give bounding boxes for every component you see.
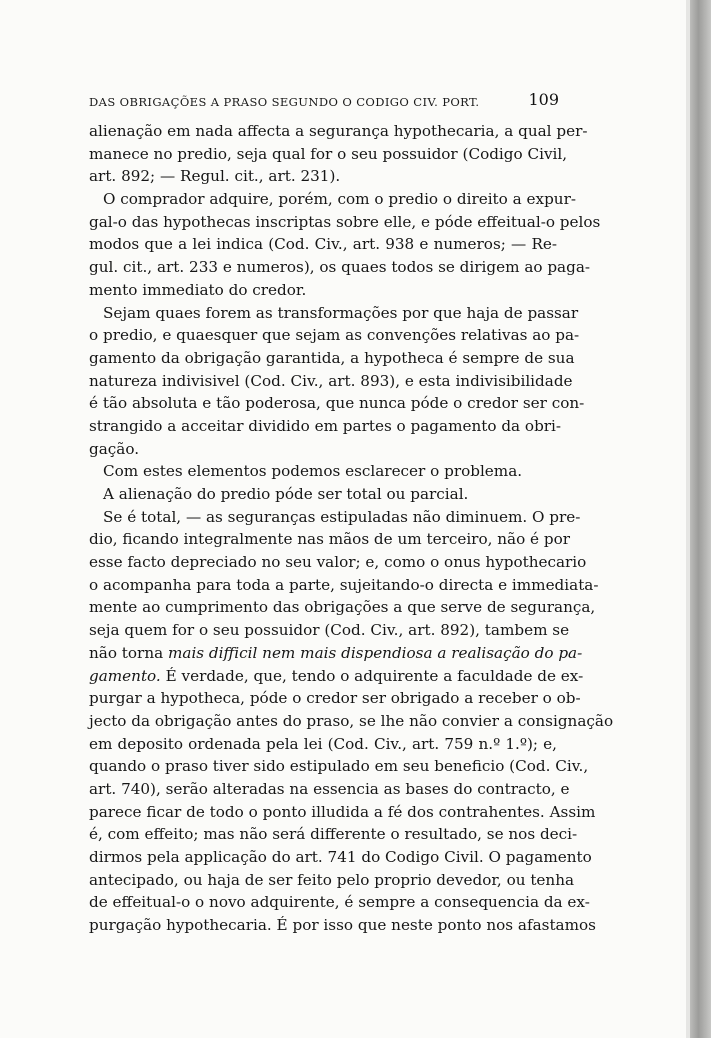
text-line: purgar a hypotheca, póde o credor ser obrigado a receber o ob- <box>89 689 581 708</box>
text-line: natureza indivisivel (Cod. Civ., art. 893), e esta indivisibilidade <box>89 371 573 390</box>
binding-shadow <box>690 0 711 1038</box>
text-run: É verdade, que, tendo o adquirente a faculdade de ex- <box>165 666 584 685</box>
text-line: parece ficar de todo o ponto illudida a fé dos contrahentes. Assim <box>89 802 596 821</box>
body-text <box>89 120 614 937</box>
text-line: alienação em nada affecta a segurança hypothecaria, a qual per- <box>89 122 588 140</box>
text-line: mento immediato do credor. <box>89 280 307 299</box>
text-line <box>89 642 583 665</box>
text-line: Se é total, — as seguranças estipuladas não diminuem. O pre- <box>103 507 581 526</box>
text-line: strangido a acceitar dividido em partes o pagamento da obri- <box>89 416 562 435</box>
running-head: DAS OBRIGAÇÕES A PRASO SEGUNDO O CODIGO CIV. PORT. <box>89 95 480 109</box>
text-line: seja quem for o seu possuidor (Cod. Civ., art. 892), tambem se <box>89 621 570 640</box>
text-line: Com estes elementos podemos esclarecer o problema. <box>103 462 523 481</box>
text-line: art. 892; — Regul. cit., art. 231). <box>89 167 341 186</box>
text-line: dirmos pela applicação do art. 741 do Codigo Civil. O pagamento <box>89 848 592 866</box>
italic-phrase: gamento. <box>89 666 161 685</box>
text-line: o predio, e quaesquer que sejam as convenções relativas ao pa- <box>89 326 580 345</box>
text-line: art. 740), serão alteradas na essencia as bases do contracto, e <box>89 779 570 798</box>
text-run: não torna <box>89 643 164 662</box>
text-line: em deposito ordenada pela lei (Cod. Civ., art. 759 n.º 1.º); e, <box>89 734 557 753</box>
text-line: manece no predio, seja qual for o seu possuidor (Codigo Civil, <box>89 144 568 163</box>
text-line: gamento da obrigação garantida, a hypotheca é sempre de sua <box>89 348 575 367</box>
italic-phrase: mais difficil nem mais dispendiosa a realisação do pa- <box>167 643 583 662</box>
text-line: quando o praso tiver sido estipulado em seu beneficio (Cod. Civ., <box>89 757 589 776</box>
text-line: Sejam quaes forem as transformações por que haja de passar <box>103 303 579 322</box>
page-header <box>89 90 569 112</box>
text-line: o acompanha para toda a parte, sujeitando-o directa e immediata- <box>89 575 599 594</box>
text-line: A alienação do predio póde ser total ou parcial. <box>103 485 469 503</box>
text-line: é, com effeito; mas não será differente o resultado, se nos deci- <box>89 825 578 844</box>
text-line: purgação hypothecaria. É por isso que neste ponto nos afastamos <box>89 916 596 935</box>
text-line: antecipado, ou haja de ser feito pelo proprio devedor, ou tenha <box>89 870 575 889</box>
text-line: esse facto depreciado no seu valor; e, como o onus hypothecario <box>89 553 587 572</box>
text-line: gal-o das hypothecas inscriptas sobre elle, e póde effeitual-o pelos <box>89 212 601 231</box>
text-line: modos que a lei indica (Cod. Civ., art. 938 e numeros; — Re- <box>89 235 557 254</box>
text-line: é tão absoluta e tão poderosa, que nunca póde o credor ser con- <box>89 394 585 413</box>
text-line: O comprador adquire, porém, com o predio o direito a expur- <box>103 190 576 209</box>
text-line: jecto da obrigação antes do praso, se lhe não convier a consignação <box>89 711 614 730</box>
text-line: dio, ficando integralmente nas mãos de um terceiro, não é por <box>89 530 570 549</box>
text-line: gação. <box>89 439 140 458</box>
page-number: 109 <box>528 90 559 109</box>
text-line <box>89 665 584 688</box>
text-line: de effeitual-o o novo adquirente, é sempre a consequencia da ex- <box>89 893 590 912</box>
text-line: gul. cit., art. 233 e numeros), os quaes todos se dirigem ao paga- <box>89 258 591 277</box>
text-line: mente ao cumprimento das obrigações a que serve de segurança, <box>89 598 596 617</box>
